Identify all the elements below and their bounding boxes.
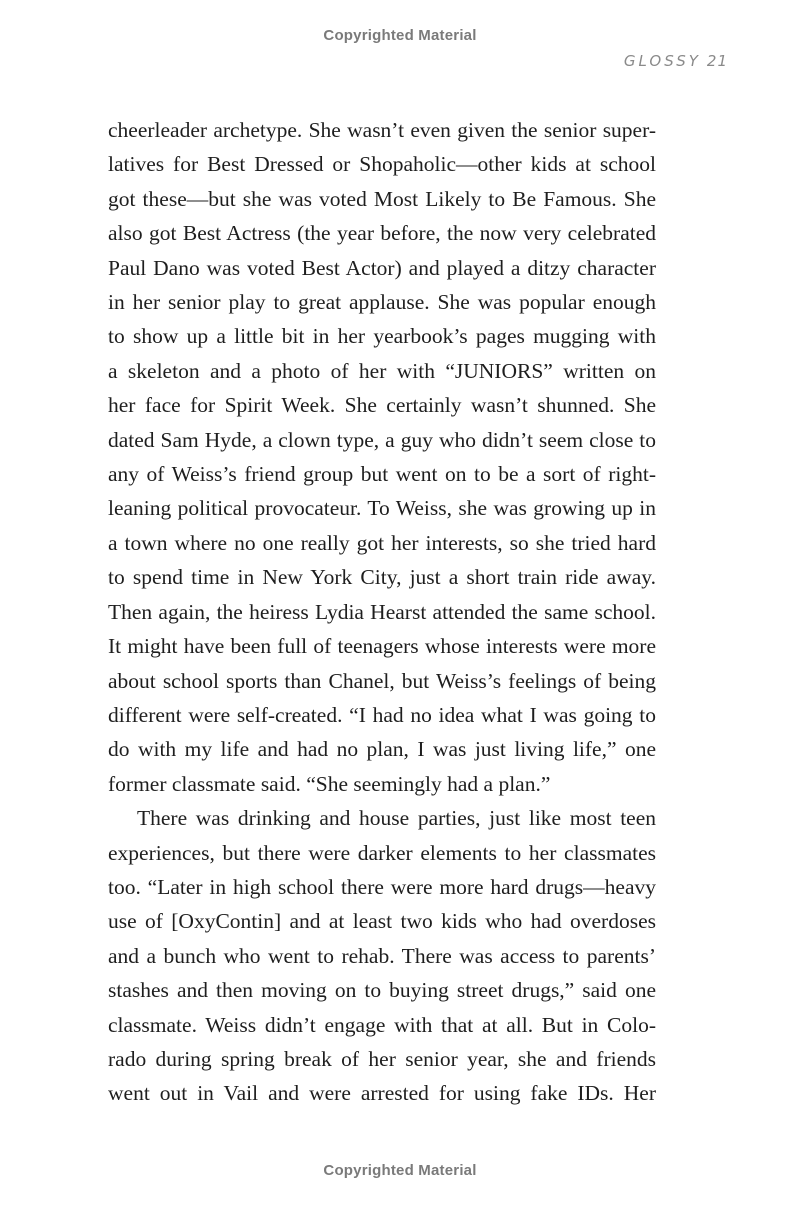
text-line: too. “Later in high school there were more hard drugs—heavy — [108, 874, 656, 899]
text-line: There was drinking and house parties, just like most teen — [137, 806, 656, 831]
text-line: her face for Spirit Week. She certainly wasn’t shunned. She — [108, 393, 656, 418]
running-head — [624, 52, 728, 70]
text-line: dated Sam Hyde, a clown type, a guy who didn’t seem close to — [108, 427, 656, 452]
text-line: do with my life and had no plan, I was just living life,” one — [108, 737, 656, 762]
text-line: classmate. Weiss didn’t engage with that at all. But in Colo- — [108, 1012, 656, 1037]
text-line: cheerleader archetype. She wasn’t even given the senior super- — [108, 118, 656, 142]
running-head-title: GLOSSY — [623, 52, 701, 70]
text-line: went out in Vail and were arrested for using fake IDs. Her — [108, 1081, 656, 1106]
text-line: Then again, the heiress Lydia Hearst attended the same school. — [108, 599, 656, 624]
text-line: about school sports than Chanel, but Weiss’s feelings of being — [108, 668, 656, 693]
text-line: and a bunch who went to rehab. There was access to parents’ — [108, 943, 656, 968]
text-line: a town where no one really got her interests, so she tried hard — [108, 530, 656, 555]
text-line: latives for Best Dressed or Shopaholic—other kids at school — [108, 152, 656, 177]
text-line: to show up a little bit in her yearbook’s pages mugging with — [108, 324, 656, 349]
copyright-watermark-top: Copyrighted Material — [323, 27, 477, 44]
body-text — [108, 113, 656, 1111]
text-line: former classmate said. “She seemingly had a plan.” — [108, 771, 551, 796]
text-line: use of [OxyContin] and at least two kids who had overdoses — [108, 909, 656, 934]
text-line: stashes and then moving on to buying street drugs,” said one — [108, 978, 656, 1003]
text-line: rado during spring break of her senior year, she and friends — [108, 1046, 656, 1071]
text-line: to spend time in New York City, just a short train ride away. — [108, 565, 656, 590]
page-number: 21 — [706, 52, 728, 70]
copyright-watermark-bottom: Copyrighted Material — [323, 1162, 477, 1179]
text-line: leaning political provocateur. To Weiss, she was growing up in — [108, 496, 656, 521]
text-line: got these—but she was voted Most Likely to Be Famous. She — [108, 186, 656, 211]
text-line: also got Best Actress (the year before, the now very celebrated — [108, 221, 656, 246]
text-line: a skeleton and a photo of her with “JUNIORS” written on — [108, 358, 656, 383]
text-line: different were self-created. “I had no idea what I was going to — [108, 702, 656, 727]
text-line: any of Weiss’s friend group but went on to be a sort of right- — [108, 462, 656, 487]
text-line: experiences, but there were darker elements to her classmates — [108, 840, 656, 865]
text-line: It might have been full of teenagers whose interests were more — [108, 634, 656, 659]
text-line: Paul Dano was voted Best Actor) and played a ditzy character — [108, 255, 656, 280]
text-line: in her senior play to great applause. She was popular enough — [108, 290, 656, 315]
